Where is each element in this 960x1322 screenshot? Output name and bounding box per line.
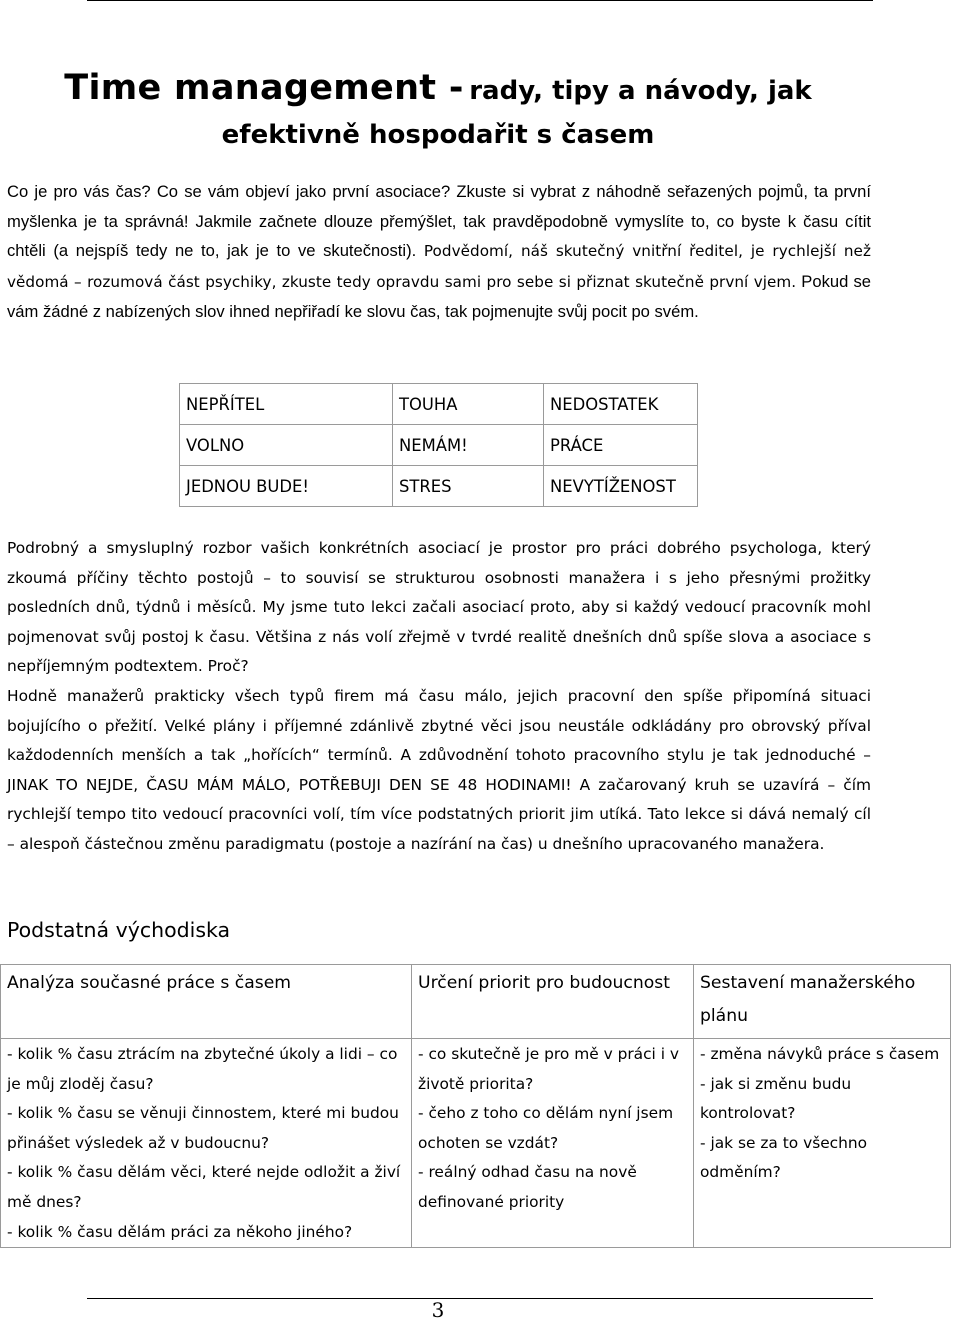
title-subtitle-line1: rady, tipy a návody, jak xyxy=(469,76,812,106)
list-item: - co skutečně je pro mě v práci i v životě priorita? xyxy=(418,1045,680,1093)
plan-header-priorities: Určení priorit pro budoucnost xyxy=(412,965,694,1039)
list-item: - reálný odhad času na nově definované priority xyxy=(418,1163,637,1211)
intro-sentence-3: Pokud se vám žádné z nabízených slov ihned nepřiřadí ke slovu čas, tak pojmenujte svůj pocit po svém. xyxy=(7,271,872,321)
intro-sentence-1: Co je pro vás čas? Co se vám objeví jako první asociace? Zkuste si vybrat z náhodně seřazených pojmů, ta první myšlenka je ta správná! Jakmile začnete dlouze přemýšlet, tak pravděpodobně vymyslíte to, co byste k času cítit chtěli (a nejspíš tedy ne to, jak je to ve skutečnosti). xyxy=(7,182,871,260)
plan-cell-manager-plan xyxy=(694,1039,951,1248)
plan-cell-priorities xyxy=(412,1039,694,1248)
word-cell: NEDOSTATEK xyxy=(544,384,698,425)
section-heading: Podstatná východiska xyxy=(7,918,231,942)
page-title xyxy=(0,68,876,108)
word-cell: NEMÁM! xyxy=(393,425,544,466)
page-number: 3 xyxy=(431,1298,445,1322)
word-cell: PRÁCE xyxy=(544,425,698,466)
list-item: - změna návyků práce s časem xyxy=(700,1045,940,1063)
word-cell: STRES xyxy=(393,466,544,507)
list-item: - kolik % času dělám práci za někoho jiného? xyxy=(7,1222,353,1241)
word-cell: VOLNO xyxy=(180,425,393,466)
word-grid-row xyxy=(180,466,698,507)
plan-table-body-row xyxy=(1,1039,951,1248)
word-cell: TOUHA xyxy=(393,384,544,425)
list-item: - jak se za to všechno odměním? xyxy=(700,1133,868,1182)
list-item: - čeho z toho co dělám nyní jsem ochoten se vzdát? xyxy=(418,1104,674,1152)
list-item: - kolik % času dělám věci, které nejde odložit a živí mě dnes? xyxy=(7,1163,401,1211)
intro-sentence-2: Podvědomí, náš skutečný vnitřní ředitel, je rychlejší než vědomá – rozumová část psychiky, zkuste tedy opravdu sami pro sebe si přiznat skutečně první vjem. xyxy=(7,242,871,291)
list-item: - kolik % času se věnuji činnostem, které mi budou přinášet výsledek až v budoucnu? xyxy=(7,1104,399,1152)
word-grid-row xyxy=(180,425,698,466)
plan-cell-analysis xyxy=(1,1039,412,1248)
word-cell: JEDNOU BUDE! xyxy=(180,466,393,507)
plan-table xyxy=(0,964,951,1248)
intro-paragraph xyxy=(7,177,871,327)
plan-header-manager-plan: Sestavení manažerského plánu xyxy=(694,965,951,1039)
plan-header-analysis: Analýza současné práce s časem xyxy=(1,965,412,1039)
title-main: Time management - xyxy=(64,68,464,108)
header-rule xyxy=(87,0,873,1)
word-grid-row xyxy=(180,384,698,425)
analysis-paragraph-1: Podrobný a smysluplný rozbor vašich konkrétních asociací je prostor pro práci dobrého psychologa, který zkoumá příčiny těchto postojů – to souvisí se strukturou osobnosti manažera i s jeho přesnými prožitky posledních dnů, týdnů i měsíců. My jsme tuto lekci začali asociací proto, aby si každý vedoucí pracovník mohl pojmenovat svůj postoj k času. Většina z nás volí zřejmě v tvrdé realitě dnešních dnů spíše slova a asociace s nepříjemným podtextem. Proč? xyxy=(7,539,871,676)
plan-table-header-row xyxy=(1,965,951,1039)
title-subtitle-line2: efektivně hospodařit s časem xyxy=(221,120,655,150)
word-cell: NEVYTÍŽENOST xyxy=(544,466,698,507)
analysis-paragraph-2: Hodně manažerů prakticky všech typů firem má času málo, jejich pracovní den spíše připomíná situaci bojujícího o přežití. Velké plány i příjemné zdánlivě zbytné věci jsou neustále odkládány pro obrovský příval každodenních menších a tak „hořících“ termínů. A zdůvodnění tohoto pracovního stylu je tak jednoduché – JINAK TO NEJDE, ČASU MÁM MÁLO, POTŘEBUJI DEN SE 48 HODINAMI! A začarovaný kruh se uzavírá – čím rychlejší tempo tito vedoucí pracovníci volí, tím více podstatných priorit jim utíká. Tato lekce si dává nemalý cíl – alespoň částečnou změnu paradigmatu (postoje a nazírání na čas) u dnešního upracovaného manažera. xyxy=(7,687,871,853)
list-item: - jak si změnu budu kontrolovat? xyxy=(700,1074,852,1123)
word-cell: NEPŘÍTEL xyxy=(180,384,393,425)
association-word-grid xyxy=(179,383,698,507)
list-item: - kolik % času ztrácím na zbytečné úkoly a lidi – co je můj zloděj času? xyxy=(7,1045,398,1093)
